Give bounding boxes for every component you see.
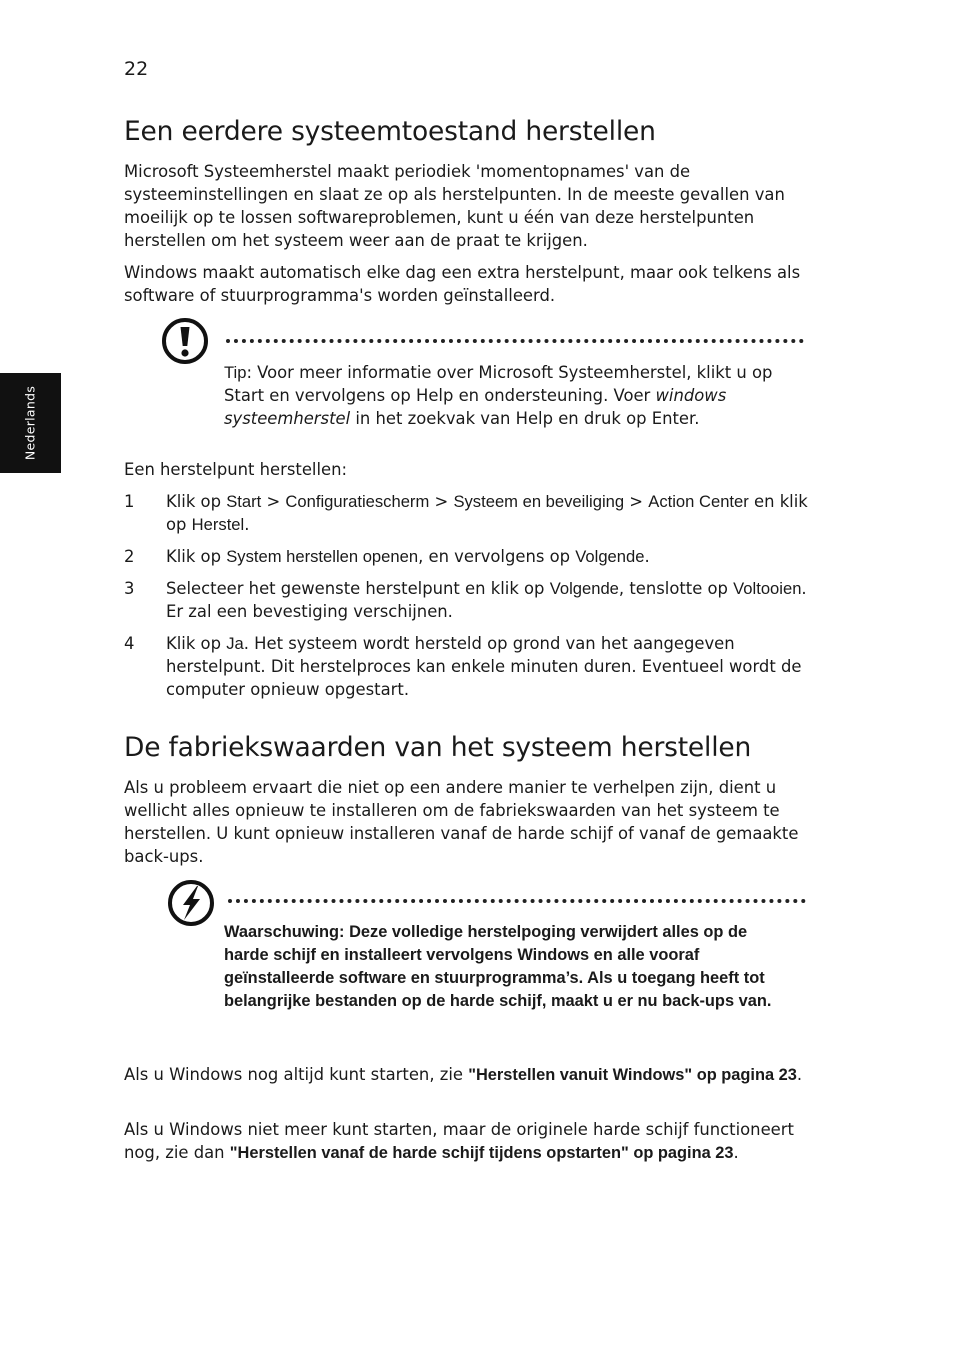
ui-finish: Voltooien <box>733 579 802 598</box>
tip-dotted-rule <box>226 339 804 343</box>
ui-action-center: Action Center <box>648 492 749 511</box>
ui-yes: Ja <box>226 634 244 653</box>
tip-text: Tip: Voor meer informatie over Microsoft Systeemherstel, klikt u op Start en vervolgens op Help en ondersteuning. Voer windows systeemherstel in het zoekvak van Help en druk op Enter. <box>224 363 773 428</box>
tip-search-term: windows systeemherstel <box>224 386 727 428</box>
warning-dotted-rule <box>228 899 806 903</box>
language-side-tab-label: Nederlands <box>22 385 38 461</box>
section2-paragraph-2: Als u Windows nog altijd kunt starten, zie "Herstellen vanuit Windows" op pagina 23. <box>124 1065 803 1084</box>
ui-system-security: Systeem en beveiliging <box>453 492 625 511</box>
step-1: 1 Klik op Start > Configuratiescherm > Systeem en beveiliging > Action Center en klik op Herstel. <box>124 492 808 534</box>
warning-note <box>160 878 816 1038</box>
section1-paragraph-2: Windows maakt automatisch elke dag een extra herstelpunt, maar ook telkens als software of stuurprogramma's worden geïnstalleerd. <box>124 263 801 305</box>
steps-intro: Een herstelpunt herstellen: <box>124 460 348 479</box>
restore-steps-list <box>124 490 814 710</box>
section2-paragraph-1: Als u probleem ervaart die niet op een andere manier te verhelpen zijn, dient u wellicht alles opnieuw te installeren om de fabriekswaarden van het systeem te herstellen. U kunt opnieuw installeren vanaf de harde schijf of vanaf de gemaakte back-ups. <box>124 778 799 866</box>
tip-label: Tip <box>224 363 247 382</box>
step-4: 4 Klik op Ja. Het systeem wordt hersteld op grond van het aangegeven herstelpunt. Dit herstelproces kan enkele minuten duren. Eventueel wordt de computer opnieuw opgestart. <box>124 634 802 699</box>
step-3: 3 Selecteer het gewenste herstelpunt en klik op Volgende, tenslotte op Voltooien. Er zal een bevestiging verschijnen. <box>124 579 807 621</box>
language-side-tab <box>0 373 61 473</box>
ui-restore: Herstel <box>191 515 245 534</box>
link-restore-from-hard-drive[interactable]: "Herstellen vanaf de harde schijf tijdens opstarten" op pagina 23 <box>229 1144 734 1162</box>
ui-next: Volgende <box>549 579 619 598</box>
section-title-restore-point: Een eerdere systeemtoestand herstellen <box>124 116 656 147</box>
lightning-warning-icon <box>166 878 216 928</box>
section-title-factory-restore: De fabriekswaarden van het systeem herstellen <box>124 732 752 763</box>
warning-text: Waarschuwing: Deze volledige herstelpoging verwijdert alles op de harde schijf en installeert vervolgens Windows en alle vooraf geïnstalleerde software en stuurprogramma’s. Als u toegang heeft tot belangrijke bestanden op de harde schijf, maakt u er nu back-ups van. <box>224 923 772 1010</box>
ui-start: Start <box>226 492 262 511</box>
section1-paragraph-1: Microsoft Systeemherstel maakt periodiek 'momentopnames' van de systeeminstellingen en slaat ze op als herstelpunten. In de meeste gevallen van moeilijk op te lossen softwareproblemen, kunt u één van deze herstelpunten herstellen om het systeem weer aan de praat te krijgen. <box>124 162 785 250</box>
ui-open-system-restore: System herstellen openen <box>226 547 419 566</box>
step-2: 2 Klik op System herstellen openen, en vervolgens op Volgende. <box>124 547 650 566</box>
page-number: 22 <box>124 58 149 80</box>
link-restore-from-windows[interactable]: "Herstellen vanuit Windows" op pagina 23 <box>468 1066 797 1084</box>
section2-paragraph-3: Als u Windows niet meer kunt starten, maar de originele harde schijf functioneert nog, zie dan "Herstellen vanaf de harde schijf tijdens opstarten" op pagina 23. <box>124 1120 794 1162</box>
ui-control-panel: Configuratiescherm <box>285 492 430 511</box>
ui-next: Volgende <box>575 547 645 566</box>
exclamation-icon <box>160 316 210 366</box>
tip-note <box>160 316 816 436</box>
